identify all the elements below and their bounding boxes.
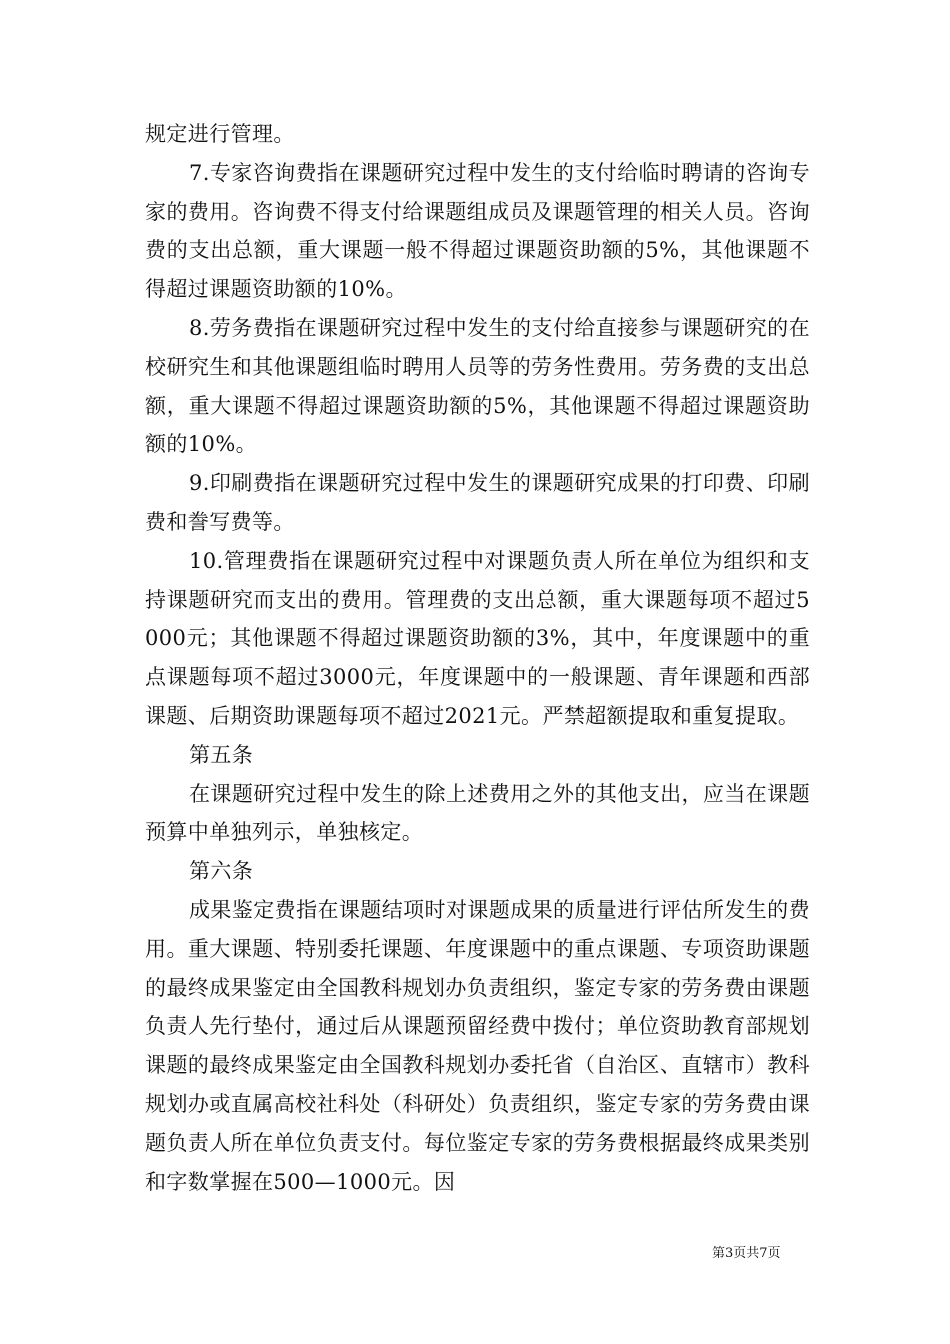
paragraph-management-fee: 10.管理费指在课题研究过程中对课题负责人所在单位为组织和支持课题研究而支出的费用。管理费的支出总额，重大课题每项不超过5000元；其他课题不得超过课题资助额的3%，其中，年度课题中的重点课题每项不超过3000元，年度课题中的一般课题、青年课题和西部课题、后期资助课题每项不超过2021元。严禁超额提取和重复提取。 xyxy=(145,548,810,728)
paragraph-printing-fee: 9.印刷费指在课题研究过程中发生的课题研究成果的打印费、印刷费和誊写费等。 xyxy=(145,471,810,534)
page-number: 第3页共7页 xyxy=(712,1246,781,1261)
article-five-heading: 第五条 xyxy=(189,742,254,767)
paragraph-labor-fee: 8.劳务费指在课题研究过程中发生的支付给直接参与课题研究的在校研究生和其他课题组临时聘用人员等的劳务性费用。劳务费的支出总额，重大课题不得超过课题资助额的5%，其他课题不得超过课题资助额的10%。 xyxy=(145,315,810,457)
paragraph-other-expenses: 在课题研究过程中发生的除上述费用之外的其他支出，应当在课题预算中单独列示，单独核定。 xyxy=(145,781,810,845)
paragraph-continuation: 规定进行管理。 xyxy=(145,122,295,146)
paragraph-consulting-fee: 7.专家咨询费指在课题研究过程中发生的支付给临时聘请的咨询专家的费用。咨询费不得支付给课题组成员及课题管理的相关人员。咨询费的支出总额，重大课题一般不得超过课题资助额的5%，其他课题不得超过课题资助额的10%。 xyxy=(145,160,810,302)
paragraph-appraisal-fee: 成果鉴定费指在课题结项时对课题成果的质量进行评估所发生的费用。重大课题、特别委托课题、年度课题中的重点课题、专项资助课题的最终成果鉴定由全国教科规划办负责组织，鉴定专家的劳务费由课题负责人先行垫付，通过后从课题预留经费中拨付；单位资助教育部规划课题的最终成果鉴定由全国教科规划办委托省（自治区、直辖市）教科规划办或直属高校社科处（科研处）负责组织，鉴定专家的劳务费由课题负责人所在单位负责支付。每位鉴定专家的劳务费根据最终成果类别和字数掌握在500—1000元。因 xyxy=(145,897,810,1194)
document-body xyxy=(145,115,810,1201)
article-six-heading: 第六条 xyxy=(189,859,254,884)
